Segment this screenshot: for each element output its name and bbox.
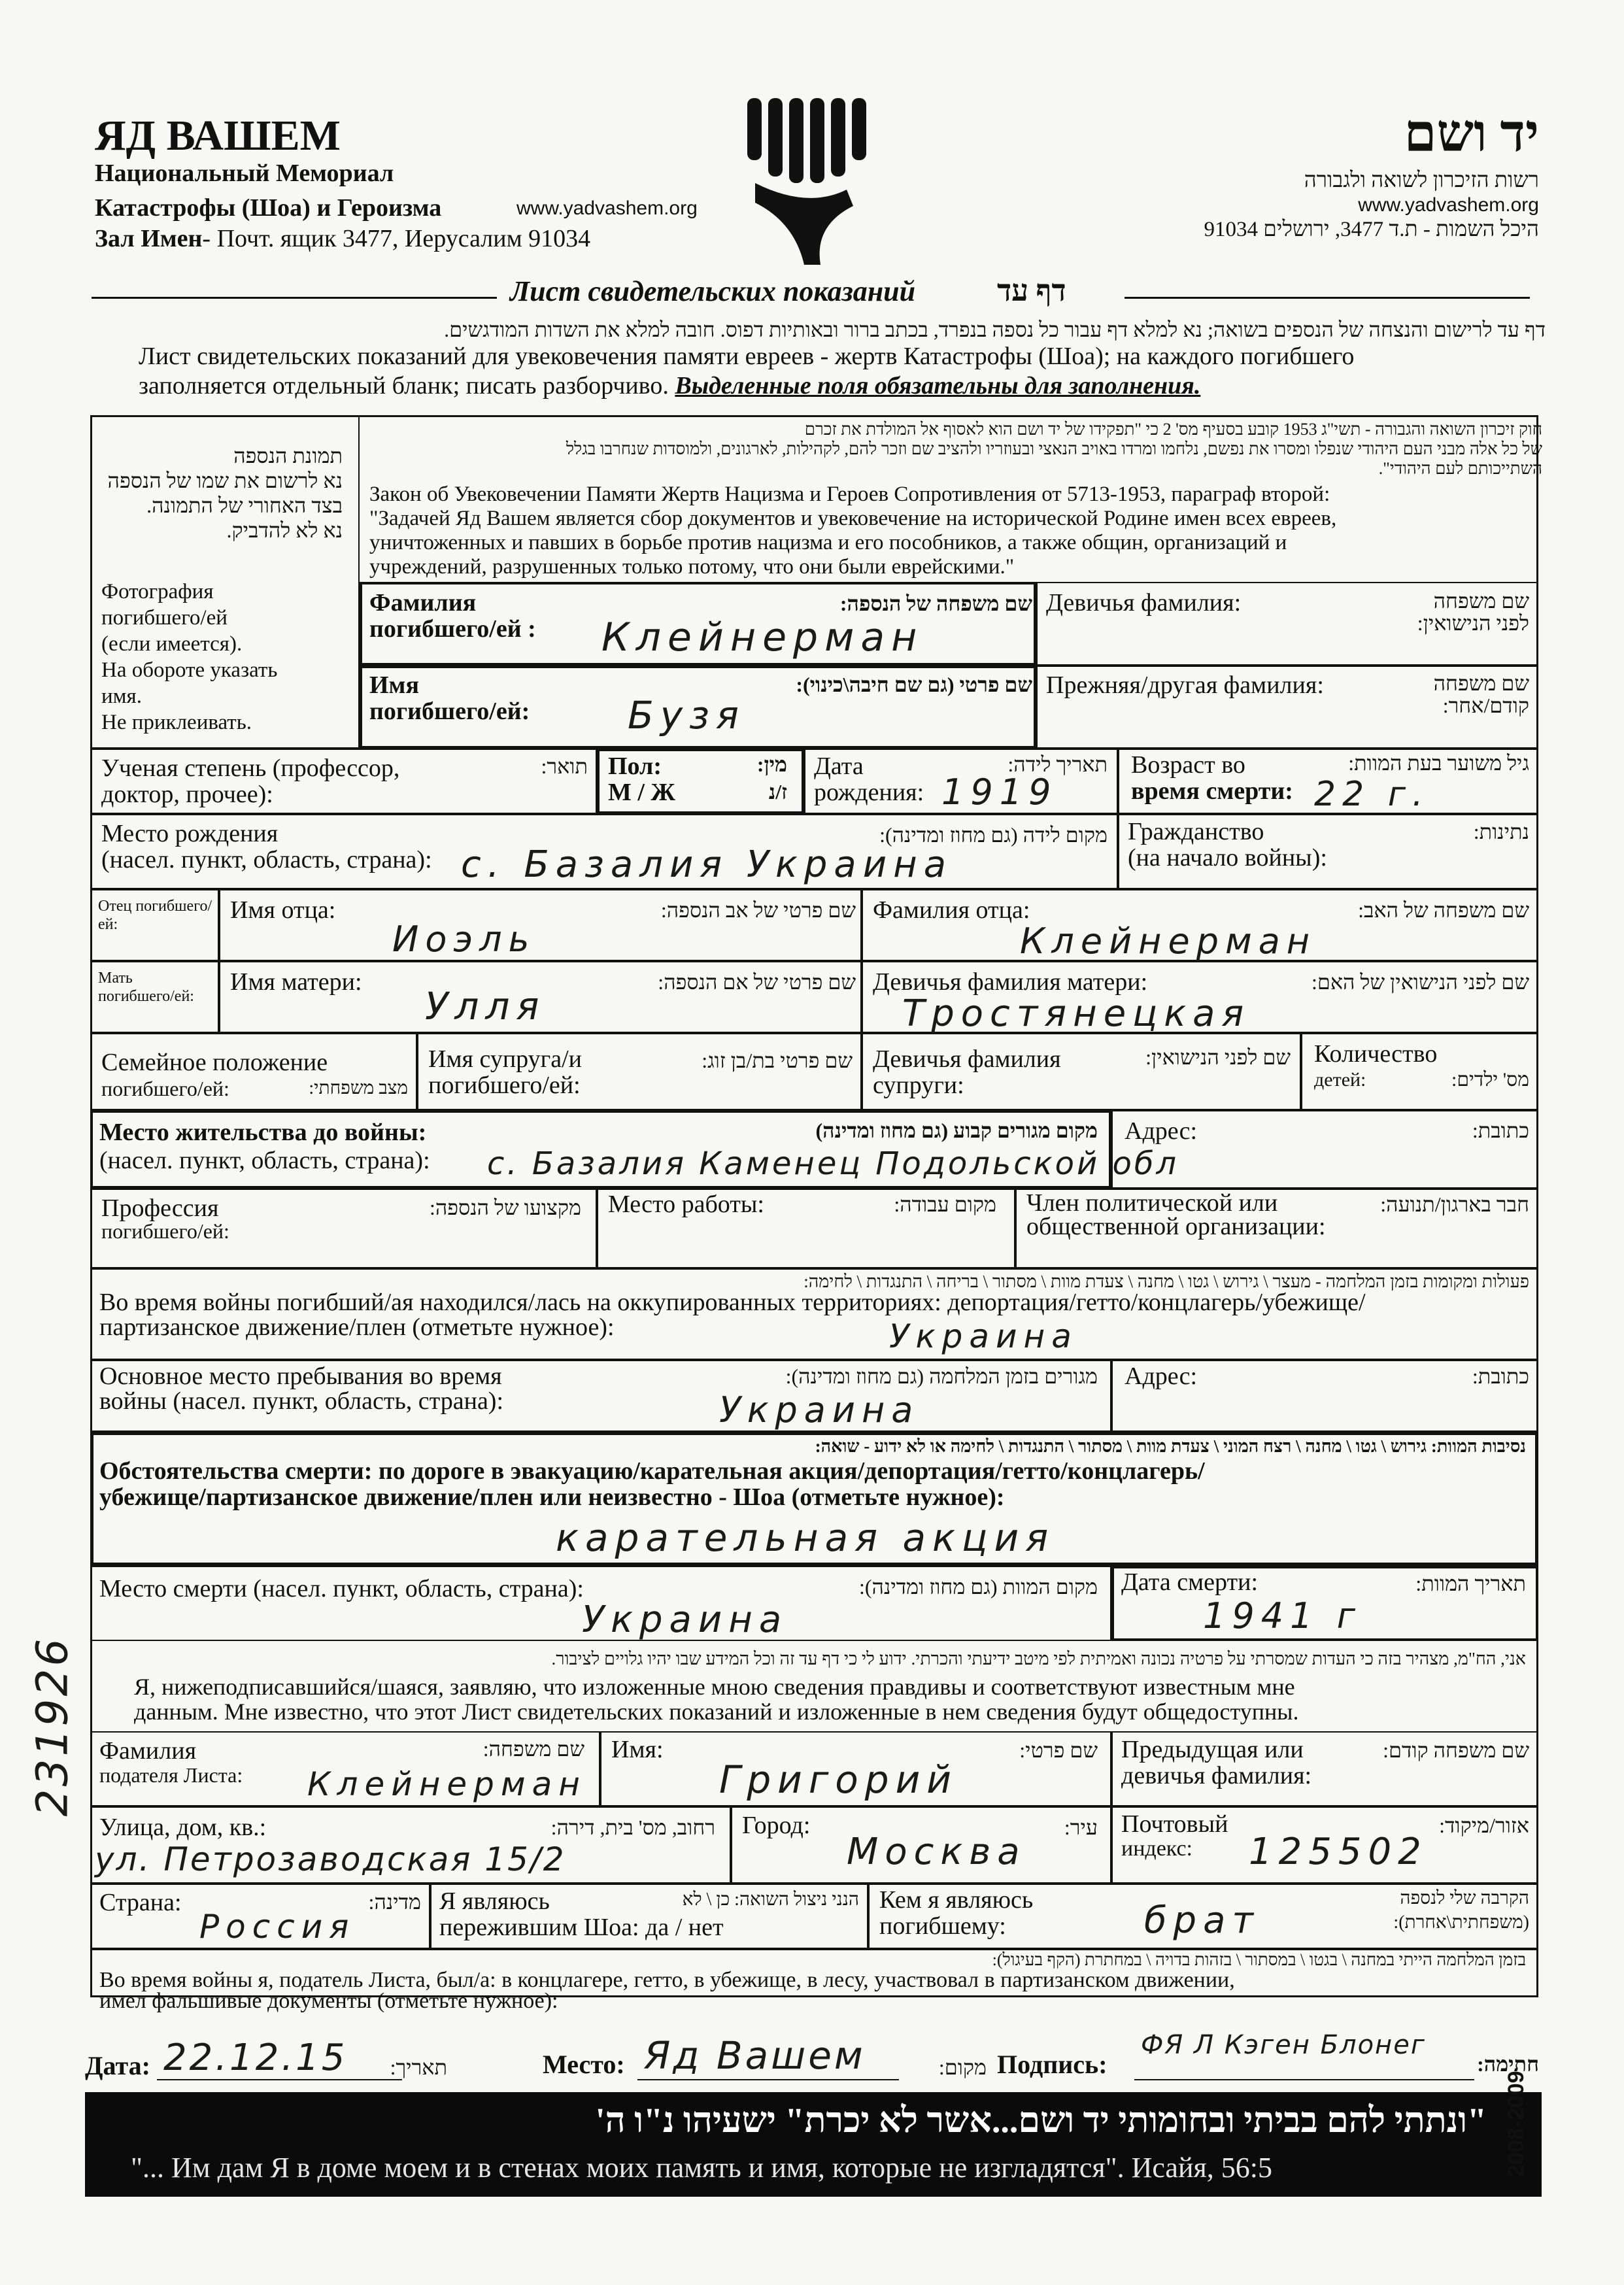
sign-place-value[interactable]: Яд Вашем bbox=[644, 2033, 866, 2078]
org-url: www.yadvashem.org bbox=[516, 197, 698, 219]
photo-ru-4: На обороте указать bbox=[101, 658, 278, 682]
photo-he-3: בצד האחורי של התמונה. bbox=[146, 494, 343, 517]
wartime-he: פעולות ומקומות בזמן המלחמה - מעצר \ גירוש \ גטו \ מחנה \ צעדת מוות \ מסתור \ בריחה \ התנגדות \ לחימה: bbox=[804, 1272, 1529, 1291]
declaration-he: אני, הח"מ, מצהיר בזה כי העדות שמסרתי על פרטיה נכונה ואמיתית לפי מיטב ידיעתי והכרתי. ידוע לי כי דף עד זה וכל המידע שבו יהיו גלויים לציבור. bbox=[551, 1649, 1526, 1668]
marital-status-label-2: погибшего/ей: bbox=[101, 1077, 229, 1100]
profession-label: Профессия bbox=[101, 1194, 219, 1222]
surname-label: Фамилия bbox=[369, 589, 477, 617]
membership-label: Член политической или bbox=[1026, 1189, 1278, 1217]
citizenship-label-2: (на начало войны): bbox=[1128, 844, 1327, 872]
wartime-value[interactable]: Украина bbox=[889, 1317, 1078, 1355]
law-ru-2: "Задачей Яд Вашем является сбор документов и увековечение на исторической Родине имен всех евреев, bbox=[369, 507, 1337, 530]
org-address-he: היכל השמות - ת.ד 3477, ירושלים 91034 bbox=[1204, 218, 1539, 241]
age-value[interactable]: 22 г. bbox=[1314, 775, 1430, 814]
birthplace-label-2: (насел. пункт, область, страна): bbox=[101, 846, 432, 873]
submitter-war-ru-1: Во время войны я, податель Листа, был/а: в концлагере, гетто, в убежище, в лесу, участвовал в партизанском движении, bbox=[99, 1968, 1235, 1992]
survivor-label-2[interactable]: пережившим Шоа: да / нет bbox=[439, 1914, 724, 1941]
sign-place-label: Место: bbox=[543, 2050, 625, 2079]
other-surname-label: Прежняя/другая фамилия: bbox=[1046, 671, 1324, 699]
submitter-surname-value[interactable]: Клейнерман bbox=[307, 1765, 586, 1803]
law-ru-4: учреждений, разрушенных только потому, что они были еврейскими." bbox=[369, 555, 1015, 579]
children-label: Количество bbox=[1314, 1040, 1438, 1068]
father-name-he: שם פרטי של אב הנספה: bbox=[660, 898, 856, 922]
org-name-ru: ЯД ВАШЕМ bbox=[95, 112, 341, 160]
dob-label-2: рождения: bbox=[814, 779, 924, 806]
children-label-2: детей: bbox=[1314, 1069, 1366, 1091]
sign-place-he: מקום: bbox=[938, 2056, 987, 2079]
intro-he: דף עד לרישום והנצחה של הנספים בשואה; נא למלא דף עבור כל נספה בנפרד, בכתב ברור ובאותיות דפוס. חובה למלא את השדות המודגשים. bbox=[444, 318, 1546, 341]
residence-address-he: כתובת: bbox=[1472, 1119, 1529, 1142]
firstname-he: שם פרטי (גם שם חיבה\כינוי): bbox=[796, 673, 1032, 696]
zip-he: אזור/מיקוד: bbox=[1439, 1814, 1529, 1837]
firstname-label: Имя bbox=[369, 671, 419, 699]
hall-of-names bbox=[95, 224, 590, 253]
membership-he: חבר בארגון/תנועה: bbox=[1380, 1193, 1529, 1216]
form-title-ru: Лист свидетельских показаний bbox=[510, 275, 916, 307]
title-rule-left bbox=[92, 297, 497, 299]
law-he-1: חוק זיכרון השואה והגבורה - תשי"ג 1953 קובע בסעיף מס' 2 כי "תפקידו של יד ושם הוא לאסוף אל המולדת את זכרם bbox=[804, 420, 1542, 439]
photo-he-4: נא לא להדביק. bbox=[226, 518, 343, 542]
submitter-prev-label-2: девичья фамилия: bbox=[1121, 1762, 1312, 1789]
sign-he: חתימה: bbox=[1477, 2052, 1539, 2076]
mother-maiden-value[interactable]: Тростянецкая bbox=[902, 992, 1251, 1035]
war-address-he: כתובת: bbox=[1472, 1364, 1529, 1388]
law-he-3: השתייכותם לעם היהודי". bbox=[1378, 459, 1542, 478]
submitter-surname-label: Фамилия bbox=[99, 1737, 197, 1765]
marital-status-label: Семейное положение bbox=[101, 1049, 328, 1076]
form-code: 2008-2009 bbox=[1504, 2071, 1529, 2177]
intro-ru-1: Лист свидетельских показаний для увековечения памяти евреев - жертв Катастрофы (Шоа); на каждого погибшего bbox=[139, 343, 1355, 370]
workplace-label: Место работы: bbox=[608, 1191, 764, 1218]
photo-ru-6: Не приклеивать. bbox=[101, 711, 252, 734]
submitter-surname-label-2: подателя Листа: bbox=[99, 1763, 243, 1787]
photo-ru-2: погибшего/ей bbox=[101, 606, 228, 630]
death-circumstances-value[interactable]: карательная акция bbox=[556, 1515, 1055, 1560]
father-surname-label: Фамилия отца: bbox=[873, 896, 1030, 924]
spouse-name-label: Имя супруга/и bbox=[428, 1045, 583, 1073]
intro-ru-2 bbox=[139, 373, 1200, 399]
firstname-label-2: погибшего/ей: bbox=[369, 698, 530, 725]
marital-status-he: מצב משפחתי: bbox=[309, 1078, 408, 1098]
sex-he-2: ז/נ bbox=[768, 780, 787, 804]
father-name-value[interactable]: Иоэль bbox=[392, 919, 536, 960]
dob-value[interactable]: 1919 bbox=[941, 771, 1058, 813]
org-subtitle-2: Катастрофы (Шоа) и Героизма bbox=[95, 194, 442, 222]
photo-ru-1: Фотография bbox=[101, 580, 214, 603]
zip-label: Почтовый bbox=[1121, 1810, 1228, 1838]
country-he: מדינה: bbox=[368, 1890, 421, 1914]
death-date-he: תאריך המוות: bbox=[1415, 1572, 1526, 1595]
sign-date-value[interactable]: 22.12.15 bbox=[163, 2037, 348, 2079]
war-place-value[interactable]: Украина bbox=[719, 1389, 920, 1430]
residence-value[interactable]: с. Базалия Каменец Подольской обл bbox=[487, 1145, 1179, 1182]
yad-vashem-logo bbox=[742, 92, 879, 268]
sign-date-he: תאריך: bbox=[390, 2056, 447, 2079]
spouse-maiden-he: שם לפני הנישואין: bbox=[1145, 1045, 1291, 1069]
spouse-maiden-label: Девичья фамилия bbox=[873, 1045, 1061, 1073]
hall-label: Зал Имен bbox=[95, 225, 203, 252]
street-he: רחוב, מס' בית, דירה: bbox=[550, 1816, 715, 1839]
death-place-he: מקום המוות (גם מחוז ומדינה): bbox=[858, 1575, 1098, 1599]
death-place-label: Место смерти (насел. пункт, область, страна): bbox=[99, 1575, 584, 1602]
mother-name-label: Имя матери: bbox=[230, 968, 362, 996]
photo-he-1: תמונת הנספה bbox=[233, 444, 343, 467]
photo-ru-3: (если имеется). bbox=[101, 632, 243, 656]
mother-name-he: שם פרטי של אם הנספה: bbox=[658, 970, 856, 994]
relation-value[interactable]: брат bbox=[1144, 1899, 1260, 1942]
father-side-label: Отец погибшего/ей: bbox=[98, 898, 212, 933]
submitter-name-label: Имя: bbox=[611, 1736, 664, 1763]
children-he: מס' ילדים: bbox=[1451, 1069, 1529, 1091]
sign-place-line bbox=[637, 2079, 899, 2080]
spouse-name-label-2: погибшего/ей: bbox=[428, 1072, 581, 1099]
form-title-he: דף עד bbox=[997, 274, 1066, 307]
city-value[interactable]: Москва bbox=[847, 1831, 1026, 1873]
age-label: Возраст во bbox=[1131, 751, 1245, 779]
workplace-he: מקום עבודה: bbox=[894, 1193, 996, 1216]
submitter-name-value[interactable]: Григорий bbox=[719, 1757, 958, 1802]
street-value[interactable]: ул. Петрозаводская 15/2 bbox=[95, 1840, 566, 1878]
maiden-he: שם משפחה לפני הנישואין: bbox=[1417, 589, 1529, 635]
age-label-2: время смерти: bbox=[1131, 777, 1293, 805]
dob-label: Дата bbox=[814, 753, 864, 780]
sign-date-label: Дата: bbox=[85, 2051, 150, 2080]
mother-name-value[interactable]: Улля bbox=[425, 984, 546, 1028]
father-surname-value[interactable]: Клейнерман bbox=[1020, 921, 1317, 962]
residence-address-label: Адрес: bbox=[1125, 1117, 1198, 1145]
death-he: נסיבות המוות: גירוש \ גטו \ מחנה \ רצח המוני \ צעדת מוות \ מסתור \ התנגדות \ לחימה או לא ידוע - שואה: bbox=[815, 1436, 1526, 1456]
hall-address: - Почт. ящик 3477, Иерусалим 91034 bbox=[202, 225, 591, 252]
degree-label: Ученая степень (профессор, bbox=[101, 754, 400, 782]
submitter-surname-he: שם משפחה: bbox=[482, 1737, 584, 1761]
residence-label-2: (насел. пункт, область, страна): bbox=[99, 1147, 430, 1174]
mother-maiden-he: שם לפני הנישואין של האם: bbox=[1311, 970, 1529, 994]
intro-ru-required: Выделенные поля обязательны для заполнения. bbox=[675, 372, 1201, 399]
city-label: Город: bbox=[742, 1812, 811, 1839]
photo-he-2: נא לרשום את שמו של הנספה bbox=[107, 469, 343, 492]
citizenship-he: נתינות: bbox=[1473, 820, 1529, 843]
death-ru-2: убежище/партизанское движение/плен или неизвестно - Шоа (отметьте нужное): bbox=[99, 1483, 1005, 1511]
membership-label-2: общественной организации: bbox=[1026, 1213, 1326, 1240]
degree-label-2: доктор, прочее): bbox=[101, 781, 273, 808]
dob-he: תאריך לידה: bbox=[1007, 753, 1108, 776]
sex-label: Пол: bbox=[608, 753, 662, 780]
submitter-war-he: בזמן המלחמה הייתי במחנה \ בגטו \ במסתור \ בזהות בדויה \ במחתרת (הקף בעיגול): bbox=[992, 1950, 1526, 1969]
survivor-he: הנני ניצול השואה: כן \ לא bbox=[682, 1889, 859, 1910]
sex-options[interactable]: М / Ж bbox=[608, 779, 675, 806]
surname-he: שם משפחה של הנספה: bbox=[839, 592, 1032, 615]
residence-label: Место жительства до войны: bbox=[99, 1119, 427, 1146]
mother-side-label: Мать погибшего/ей: bbox=[98, 970, 194, 1005]
death-date-label: Дата смерти: bbox=[1121, 1568, 1259, 1596]
spouse-name-he: שם פרטי בת/בן זוג: bbox=[702, 1049, 853, 1072]
submitter-name-he: שם פרטי: bbox=[1019, 1738, 1098, 1762]
declaration-ru-2: данным. Мне известно, что этот Лист свидетельских показаний и изложенные в нем сведения будут общедоступны. bbox=[134, 1699, 1299, 1725]
law-he-2: של כל אלה מבני העם היהודי שנפלו ומסרו את נפשם, נלחמו ומרדו באויב הנאצי ובעוזריו ולהציב שם וזכר להם, לקהילות, לארגונים, ולמוסדות שנחרבו בגלל bbox=[566, 439, 1542, 458]
archive-number: 231926 bbox=[27, 1636, 78, 1817]
death-ru-1: Обстоятельства смерти: по дороге в эвакуацию/карательная акция/депортация/гетто/концлагерь/ bbox=[99, 1457, 1205, 1485]
street-label: Улица, дом, кв.: bbox=[99, 1814, 267, 1841]
submitter-prev-label: Предыдущая или bbox=[1121, 1736, 1304, 1763]
country-value[interactable]: Россия bbox=[199, 1908, 356, 1946]
relation-label-2: погибшему: bbox=[879, 1912, 1006, 1940]
footer-quote-he: "ונתתי להם בביתי ובחומותי יד ושם...אשר לא יכרת" ישעיהו נ"ו ה' bbox=[595, 2101, 1487, 2140]
profession-he: מקצועו של הנספה: bbox=[429, 1196, 581, 1219]
city-he: עיר: bbox=[1064, 1816, 1098, 1839]
citizenship-label: Гражданство bbox=[1128, 818, 1264, 845]
firstname-value[interactable]: Бузя bbox=[628, 693, 745, 737]
surname-label-2: погибшего/ей : bbox=[369, 615, 536, 643]
relation-label: Кем я являюсь bbox=[879, 1886, 1034, 1914]
zip-label-2: индекс: bbox=[1121, 1836, 1193, 1861]
survivor-label: Я являюсь bbox=[439, 1887, 550, 1915]
mother-maiden-label: Девичья фамилия матери: bbox=[873, 968, 1148, 996]
profession-label-2: погибшего/ей: bbox=[101, 1219, 229, 1243]
birthplace-value[interactable]: с. Базалия Украина bbox=[461, 843, 953, 886]
residence-he: מקום מגורים קבוע (גם מחוז ומדינה) bbox=[815, 1119, 1098, 1142]
death-date-value[interactable]: 1941 г bbox=[1203, 1595, 1362, 1636]
birthplace-he: מקום לידה (גם מחוז ומדינה): bbox=[879, 823, 1108, 847]
title-rule-right bbox=[1125, 297, 1530, 299]
spouse-maiden-label-2: супруги: bbox=[873, 1072, 964, 1099]
org-url-he: www.yadvashem.org bbox=[1358, 194, 1539, 216]
org-name-he: יד ושם bbox=[1404, 105, 1539, 163]
declaration-ru-1: Я, нижеподписавшийся/шаяся, заявляю, что изложенные мною сведения правдивы и соответствуют известным мне bbox=[134, 1674, 1295, 1700]
relation-he-2: (משפחתית\אחרת): bbox=[1393, 1912, 1529, 1933]
wartime-ru-1: Во время войны погибший/ая находился/лась на оккупированных территориях: депортация/гетто/концлагерь/убежище/ bbox=[99, 1289, 1366, 1316]
other-surname-he: שם משפחה קודם/אחר: bbox=[1433, 671, 1529, 717]
death-place-value[interactable]: Украина bbox=[582, 1599, 788, 1641]
surname-value[interactable]: Клейнерман bbox=[601, 615, 924, 660]
war-place-he: מגורים בזמן המלחמה (גם מחוז ומדינה): bbox=[785, 1364, 1098, 1388]
war-place-label: Основное место пребывания во время bbox=[99, 1363, 502, 1390]
country-label: Страна: bbox=[99, 1889, 182, 1916]
birthplace-label: Место рождения bbox=[101, 820, 279, 847]
footer-quote-ru: "... Им дам Я в доме моем и в стенах моих память и имя, которые не изгладятся". Исайя, 56:5 bbox=[131, 2152, 1272, 2184]
signature-value[interactable]: ФЯ Л Кэген Блонег bbox=[1141, 2030, 1426, 2060]
degree-he: תואר: bbox=[541, 754, 588, 778]
father-surname-he: שם משפחה של האב: bbox=[1358, 898, 1529, 922]
sign-date-line bbox=[157, 2079, 402, 2080]
intro-ru-2-text: заполняется отдельный бланк; писать разборчиво. bbox=[139, 372, 669, 399]
war-place-label-2: войны (насел. пункт, область, страна): bbox=[99, 1387, 504, 1415]
submitter-war-ru-2: имел фальшивые документы (отметьте нужное): bbox=[99, 1989, 558, 2013]
sex-he: מין: bbox=[756, 753, 787, 776]
photo-ru-5: имя. bbox=[101, 685, 142, 708]
war-address-label: Адрес: bbox=[1125, 1363, 1198, 1390]
maiden-label: Девичья фамилия: bbox=[1046, 589, 1242, 617]
father-name-label: Имя отца: bbox=[230, 896, 336, 924]
signature-line bbox=[1134, 2079, 1474, 2080]
sign-label: Подпись: bbox=[997, 2050, 1108, 2079]
wartime-ru-2: партизанское движение/плен (отметьте нужное): bbox=[99, 1313, 615, 1341]
submitter-prev-he: שם משפחה קודם: bbox=[1383, 1738, 1529, 1762]
zip-value[interactable]: 125502 bbox=[1249, 1831, 1428, 1873]
relation-he: הקרבה שלי לנספה bbox=[1400, 1888, 1529, 1908]
org-subtitle-1: Национальный Мемориал bbox=[95, 160, 394, 187]
law-ru-3: уничтоженных и павших в борьбе против нацизма и его пособников, а также общин, организаций и bbox=[369, 531, 1287, 554]
law-ru-1: Закон об Увековечении Памяти Жертв Нацизма и Героев Сопротивления от 5713-1953, параграф второй: bbox=[369, 482, 1330, 506]
age-he: גיל משוער בעת המוות: bbox=[1348, 751, 1529, 775]
org-subtitle-he: רשות הזיכרון לשואה ולגבורה bbox=[1304, 169, 1539, 192]
